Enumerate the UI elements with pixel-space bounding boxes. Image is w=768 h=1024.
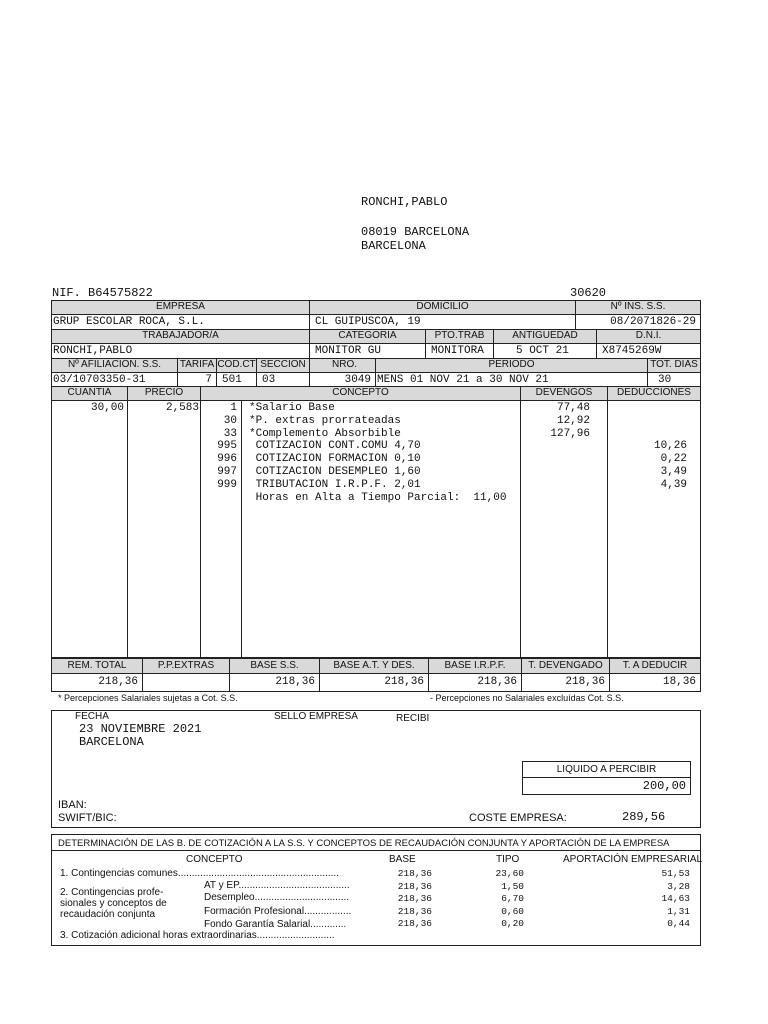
det-header-aportacion: APORTACIÓN EMPRESARIAL xyxy=(563,854,703,865)
header-antiguedad: ANTIGUEDAD xyxy=(493,329,597,344)
concept-line xyxy=(51,492,701,505)
line-ded: 10,26 xyxy=(653,440,687,453)
determinacion-title: DETERMINACIÓN DE LAS B. DE COTIZACIÓN A LA S.S. Y CONCEPTOS DE RECAUDACIÓN CONJUNTA Y APORTACIÓN DE LA EMPRESA xyxy=(58,838,670,849)
payroll-code: 30620 xyxy=(570,286,607,300)
line-concepto: COTIZACION CONT.COMU 4,70 xyxy=(249,440,421,453)
det-row xyxy=(360,918,690,931)
header-cuantia: CUANTIA xyxy=(51,386,128,401)
line-dev: 77,48 xyxy=(556,402,590,414)
line-code: 999 xyxy=(217,478,237,491)
line-concepto: *Complemento Absorbible xyxy=(249,427,401,440)
det-at-ep: AT y EP........................................ xyxy=(204,880,350,891)
periodo-value: MENS 01 NOV 21 a 30 NOV 21 xyxy=(375,372,648,387)
line-cuantia: 30,00 xyxy=(90,402,124,414)
det-tipo: 23,60 xyxy=(495,868,524,879)
det-base: 218,36 xyxy=(397,880,432,892)
recipient-city: BARCELONA xyxy=(361,239,426,253)
t-devengado-value: 218,36 xyxy=(521,673,610,692)
header-tot-dias: TOT. DIAS xyxy=(647,358,701,373)
dni-value: X8745269W xyxy=(596,343,701,359)
trabajador-value: RONCHI,PABLO xyxy=(51,343,310,359)
line-ded: 0,22 xyxy=(660,453,687,466)
t-deducir-value: 18,36 xyxy=(609,673,701,692)
header-ins: Nº INS. S.S. xyxy=(575,300,701,315)
coste-value: 289,56 xyxy=(622,810,666,824)
det-row xyxy=(360,868,690,881)
header-rem-total: REM. TOTAL xyxy=(51,658,143,674)
empresa-value: GRUP ESCOLAR ROCA, S.L. xyxy=(51,314,310,330)
recibi-label: RECIBI xyxy=(396,713,430,724)
pay-date xyxy=(79,723,201,749)
line-concepto: Horas en Alta a Tiempo Parcial: 11,00 xyxy=(249,491,507,504)
cod-ct-value: 501 xyxy=(216,372,257,387)
concept-line xyxy=(51,428,701,441)
header-categoria: CATEGORIA xyxy=(309,329,426,344)
line-code: 996 xyxy=(217,453,237,466)
coste-label: COSTE EMPRESA: xyxy=(469,812,567,824)
det-c2b: sionales y conceptos de xyxy=(60,898,167,909)
afiliacion-value: 03/10703350-31 xyxy=(51,372,178,387)
pay-place: BARCELONA xyxy=(79,735,144,749)
header-pto-trab: PTO.TRAB xyxy=(425,329,494,344)
line-concepto: COTIZACION DESEMPLEO 1,60 xyxy=(249,465,421,478)
line-code: 997 xyxy=(217,465,237,478)
tot-dias-value: 30 xyxy=(647,372,701,387)
concept-line xyxy=(51,479,701,492)
header-base-irpf: BASE I.R.P.F. xyxy=(428,658,522,674)
lines-list xyxy=(51,402,701,504)
header-devengos: DEVENGOS xyxy=(520,386,608,401)
header-tarifa: TARIFA xyxy=(177,358,217,373)
header-pp-extras: P.P.EXTRAS xyxy=(142,658,230,674)
seccion-value: 03 xyxy=(256,372,310,387)
header-periodo: PERIODO xyxy=(375,358,648,373)
pay-date-text: 23 NOVIEMBRE 2021 xyxy=(79,722,202,736)
line-concepto: COTIZACION FORMACION 0,10 xyxy=(249,453,421,466)
det-formacion: Formación Profesional................. xyxy=(204,906,352,917)
fecha-label: FECHA xyxy=(75,711,109,722)
categoria-value: MONITOR GU xyxy=(309,343,426,359)
det-c2c: recaudación conjunta xyxy=(60,909,156,920)
det-row xyxy=(360,893,690,906)
det-base: 218,36 xyxy=(397,893,432,905)
det-aport: 1,31 xyxy=(667,905,690,917)
det-base: 218,36 xyxy=(397,868,432,879)
antiguedad-value: 5 OCT 21 xyxy=(493,343,597,359)
recipient-address xyxy=(361,195,469,253)
tarifa-value: 7 xyxy=(177,372,217,387)
det-header-tipo: TIPO xyxy=(496,854,520,865)
recipient-name: RONCHI,PABLO xyxy=(361,195,448,209)
concept-line xyxy=(51,453,701,466)
header-domicilio: DOMICILIO xyxy=(309,300,576,315)
line-code: 30 xyxy=(223,414,237,427)
det-aport: 14,63 xyxy=(661,893,690,905)
header-afiliacion: Nº AFILIACION. S.S. xyxy=(51,358,178,373)
header-t-devengado: T. DEVENGADO xyxy=(521,658,610,674)
det-aport: 51,53 xyxy=(661,868,690,879)
base-irpf-value: 218,36 xyxy=(428,673,522,692)
det-base: 218,36 xyxy=(397,918,432,930)
det-header-concepto: CONCEPTO xyxy=(186,854,243,865)
recipient-postal: 08019 BARCELONA xyxy=(361,225,470,239)
line-dev: 12,92 xyxy=(556,414,590,427)
line-ded: 4,39 xyxy=(660,478,687,491)
det-cotizacion-adicional: 3. Cotización adicional horas extraordinarias............................ xyxy=(60,930,335,941)
det-base: 218,36 xyxy=(397,905,432,917)
domicilio-value: CL GUIPUSCOA, 19 xyxy=(309,314,576,330)
header-empresa: EMPRESA xyxy=(51,300,310,315)
line-dev: 127,96 xyxy=(550,427,590,440)
line-precio: 2,583 xyxy=(165,402,199,414)
line-ded: 3,49 xyxy=(660,465,687,478)
det-row xyxy=(360,906,690,919)
header-t-deducir: T. A DEDUCIR xyxy=(609,658,701,674)
pto-trab-value: MONITORA xyxy=(425,343,494,359)
line-concepto: *Salario Base xyxy=(249,402,335,414)
det-values xyxy=(360,868,690,931)
rem-total-value: 218,36 xyxy=(51,673,143,692)
det-header-base: BASE xyxy=(389,854,416,865)
line-code: 33 xyxy=(223,427,237,440)
line-concepto: TRIBUTACION I.R.P.F. 2,01 xyxy=(249,478,421,491)
header-nro: NRO. xyxy=(309,358,376,373)
note-no-salariales: - Percepciones no Salariales excluídas Cot. S.S. xyxy=(430,693,624,703)
line-code: 995 xyxy=(217,440,237,453)
det-aport: 3,28 xyxy=(667,880,690,892)
header-concepto: CONCEPTO xyxy=(200,386,521,401)
base-at-value: 218,36 xyxy=(319,673,429,692)
ins-value: 08/2071826-29 xyxy=(575,314,701,330)
pp-extras-value xyxy=(142,673,230,692)
det-tipo: 0,60 xyxy=(501,905,524,917)
concept-line xyxy=(51,440,701,453)
det-c2a: 2. Contingencias profe- xyxy=(60,887,164,898)
det-row xyxy=(360,881,690,894)
header-seccion: SECCION xyxy=(256,358,310,373)
base-ss-value: 218,36 xyxy=(229,673,320,692)
header-dni: D.N.I. xyxy=(596,329,701,344)
concept-line xyxy=(51,402,701,415)
note-salariales: * Percepciones Salariales sujetas a Cot. S.S. xyxy=(58,693,238,703)
header-deducciones: DEDUCCIONES xyxy=(607,386,701,401)
det-tipo: 0,20 xyxy=(501,918,524,930)
det-tipo: 6,70 xyxy=(501,893,524,905)
det-tipo: 1,50 xyxy=(501,880,524,892)
det-contingencias-comunes: 1. Contingencias comunes.......................................................... xyxy=(60,868,339,879)
concept-line xyxy=(51,466,701,479)
nif: NIF. B64575822 xyxy=(52,286,153,300)
line-concepto: *P. extras prorrateadas xyxy=(249,414,401,427)
header-trabajador: TRABAJADOR/A xyxy=(51,329,310,344)
header-precio: PRECIO xyxy=(127,386,201,401)
header-base-at: BASE A.T. Y DES. xyxy=(319,658,429,674)
nro-value: 3049 xyxy=(309,372,376,387)
line-code: 1 xyxy=(230,402,237,414)
header-cod-ct: COD.CT xyxy=(216,358,257,373)
det-aport: 0,44 xyxy=(667,918,690,930)
liquido-label: LIQUIDO A PERCIBIR xyxy=(556,764,657,775)
header-base-ss: BASE S.S. xyxy=(229,658,320,674)
liquido-value: 200,00 xyxy=(642,779,686,793)
concept-line xyxy=(51,415,701,428)
det-contingencias-prof xyxy=(60,887,167,920)
iban-label: IBAN: xyxy=(58,799,87,811)
det-desempleo: Desempleo.................................. xyxy=(204,892,350,903)
swift-label: SWIFT/BIC: xyxy=(58,812,117,824)
sello-label: SELLO EMPRESA xyxy=(274,711,358,722)
det-fondo-garantia: Fondo Garantía Salarial............. xyxy=(204,919,347,930)
